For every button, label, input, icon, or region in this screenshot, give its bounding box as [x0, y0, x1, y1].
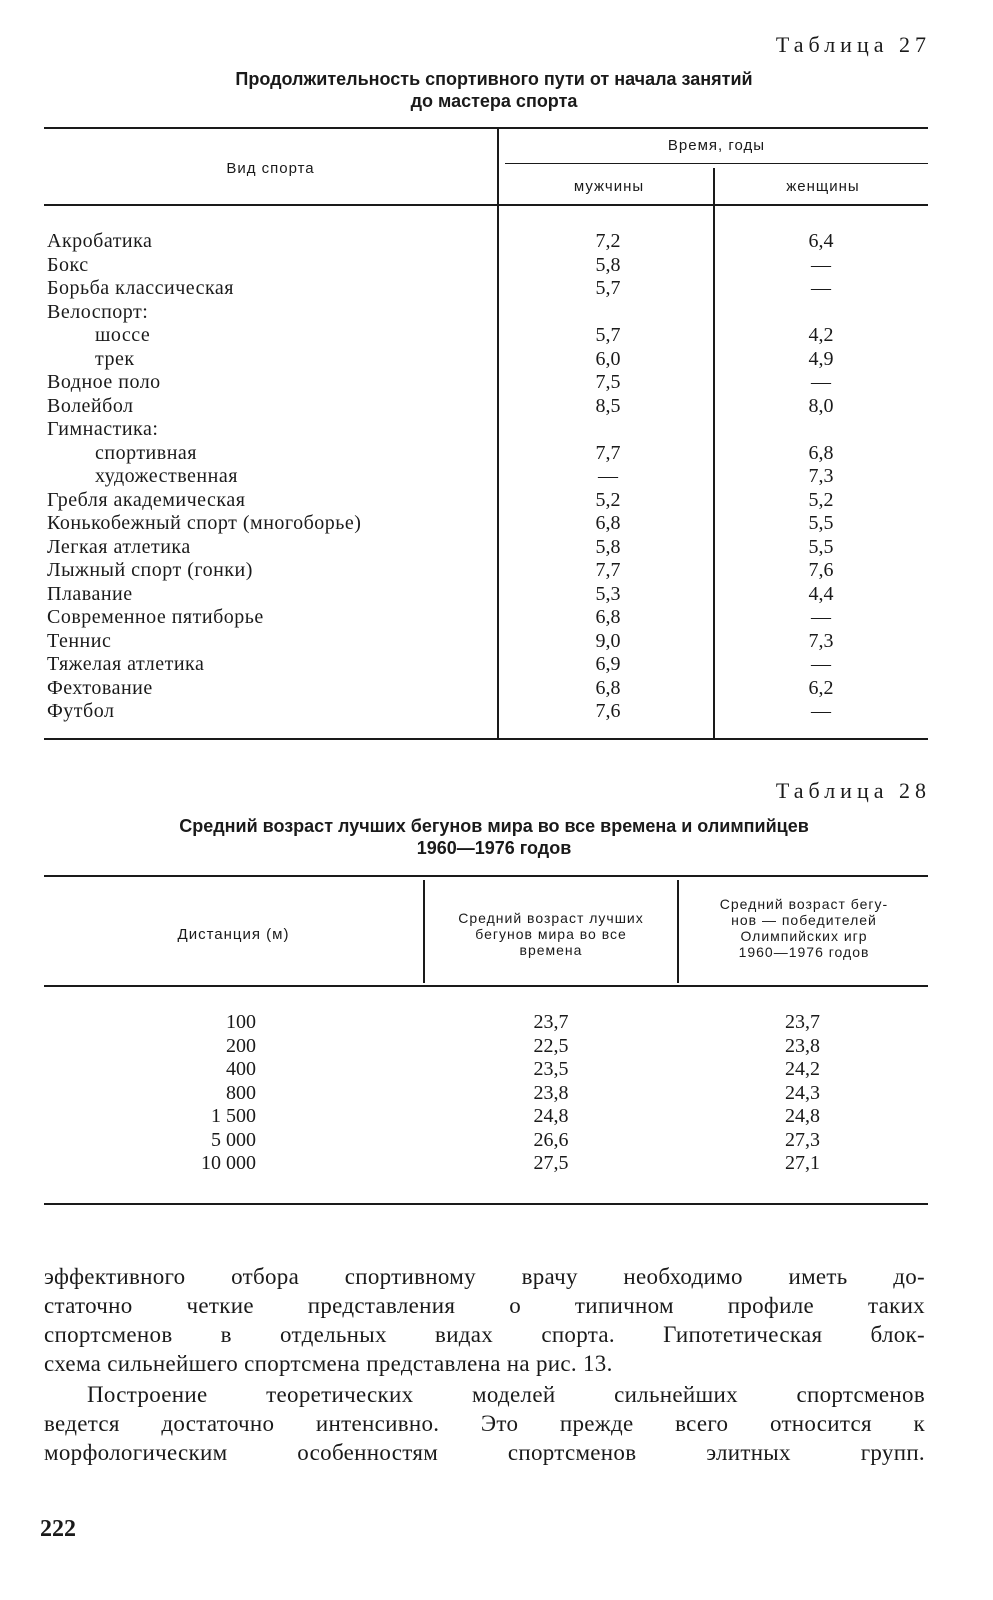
table27-bottom-rule: [44, 738, 928, 740]
women-value: 6,4: [808, 230, 834, 252]
sport-name: Акробатика: [47, 230, 153, 252]
men-value: 7,5: [595, 371, 621, 393]
men-value: 6,0: [595, 347, 621, 370]
table28-header-rule: [44, 985, 928, 987]
sport-name: Теннис: [47, 629, 112, 652]
header-line: времена: [519, 942, 583, 958]
women-value: 6,2: [808, 676, 834, 699]
women-value: 5,5: [808, 512, 834, 534]
men-value: 7,7: [595, 559, 621, 581]
header-line: Олимпийских игр: [740, 928, 868, 944]
olympic-value: 27,1: [785, 1152, 820, 1174]
table27-divider-1: [497, 129, 499, 738]
women-value: 7,6: [808, 559, 834, 581]
women-value: 7,3: [808, 629, 834, 652]
men-value: 6,8: [595, 606, 621, 628]
sport-name: Волейбол: [47, 394, 134, 417]
table28-top-rule: [44, 875, 928, 877]
table27-title-line2: до мастера спорта: [410, 91, 578, 111]
women-value: 5,5: [808, 535, 834, 558]
sport-name: Тяжелая атлетика: [47, 653, 205, 675]
distance-value: 1 500: [211, 1105, 256, 1127]
page-number: 222: [40, 1516, 76, 1542]
women-value: 4,2: [808, 324, 834, 346]
olympic-value: 24,8: [785, 1105, 820, 1127]
men-value: 9,0: [595, 629, 621, 652]
sport-name: художественная: [95, 465, 238, 487]
olympic-value: 23,7: [785, 1011, 820, 1033]
women-value: 6,8: [808, 441, 834, 464]
sport-name: Гимнастика:: [47, 418, 159, 440]
men-value: —: [598, 465, 618, 487]
men-value: 7,2: [595, 230, 621, 252]
sport-name: Лыжный спорт (гонки): [47, 559, 253, 581]
body-paragraph-2: [44, 1380, 925, 1467]
men-value: 5,7: [595, 277, 621, 299]
olympic-value: 24,2: [785, 1058, 820, 1080]
table28-title: [44, 815, 944, 859]
table27-title: [44, 68, 944, 112]
table27-divider-2: [713, 168, 715, 738]
alltime-value: 26,6: [533, 1128, 569, 1151]
table27-header-rule: [44, 204, 928, 206]
women-value: —: [811, 371, 831, 393]
sport-name: Современное пятиборье: [47, 606, 264, 628]
distance-value: 800: [226, 1081, 256, 1104]
alltime-value: 23,5: [533, 1058, 569, 1080]
women-value: —: [811, 653, 831, 675]
men-value: 5,8: [595, 535, 621, 558]
distance-value: 10 000: [201, 1152, 256, 1174]
table28-caption: Таблица 28: [775, 778, 931, 803]
women-value: 4,4: [808, 582, 834, 605]
header-line: 1960—1976 годов: [738, 944, 870, 960]
header-line: бегунов мира во все: [475, 926, 627, 942]
sport-name: Легкая атлетика: [47, 535, 191, 558]
sport-name: трек: [95, 347, 135, 370]
sport-name: Борьба классическая: [47, 277, 234, 299]
sport-name: Велоспорт:: [47, 300, 149, 323]
text-line: схема сильнейшего спортсмена представлена на рис. 13.: [44, 1351, 613, 1376]
table27-header-women: женщины: [786, 178, 860, 195]
header-line: Средний возраст бегу-: [719, 896, 889, 912]
distance-value: 400: [226, 1058, 256, 1080]
text-line: ведется достаточно интенсивно. Это прежде всего относится к: [44, 1411, 925, 1436]
text-line: Построение теоретических моделей сильнейших спортсменов: [87, 1382, 925, 1407]
table27-header-time: Время, годы: [667, 137, 766, 154]
olympic-value: 27,3: [785, 1128, 820, 1151]
alltime-value: 27,5: [533, 1152, 569, 1174]
sport-name: спортивная: [95, 441, 197, 464]
sport-name: Фехтование: [47, 676, 153, 699]
men-value: 7,6: [595, 700, 621, 722]
men-value: 8,5: [595, 394, 621, 417]
header-line: Средний возраст лучших: [458, 910, 644, 926]
olympic-value: 23,8: [785, 1034, 820, 1057]
men-value: 5,8: [595, 253, 621, 276]
sport-name: Конькобежный спорт (многоборье): [47, 512, 362, 534]
olympic-value: 24,3: [785, 1081, 820, 1104]
table27-subheader-rule: [505, 163, 928, 164]
table27-caption: Таблица 27: [775, 32, 931, 57]
men-value: 6,8: [595, 512, 621, 534]
men-value: 5,3: [595, 582, 621, 605]
table27-header-sport: Вид спорта: [226, 160, 315, 177]
text-line: эффективного отбора спортивному врачу необходимо иметь до-: [44, 1264, 925, 1289]
alltime-value: 23,7: [533, 1011, 569, 1033]
header-line: нов — победителей: [731, 912, 877, 928]
men-value: 6,8: [595, 676, 621, 699]
women-value: 7,3: [808, 465, 834, 487]
women-value: —: [811, 606, 831, 628]
table28-header-olympic: [680, 896, 928, 960]
table28-title-line2: 1960—1976 годов: [416, 838, 572, 858]
table28-divider-2: [677, 880, 679, 983]
text-line: статочно четкие представления о типичном профиле таких: [44, 1293, 925, 1318]
table27-title-line1: Продолжительность спортивного пути от начала занятий: [235, 69, 753, 89]
men-value: 7,7: [595, 441, 621, 464]
women-value: 8,0: [808, 394, 834, 417]
distance-value: 200: [226, 1034, 256, 1057]
men-value: 5,7: [595, 324, 621, 346]
alltime-value: 22,5: [533, 1034, 569, 1057]
sport-name: Плавание: [47, 582, 133, 605]
text-line: спортсменов в отдельных видах спорта. Гипотетическая блок-: [44, 1322, 925, 1347]
sport-name: шоссе: [95, 324, 151, 346]
alltime-value: 24,8: [533, 1105, 569, 1127]
women-value: —: [811, 253, 831, 276]
table28-header-alltime: [425, 910, 677, 958]
sport-name: Гребля академическая: [47, 488, 246, 511]
text-line: морфологическим особенностям спортсменов элитных групп.: [44, 1440, 925, 1465]
distance-value: 5 000: [211, 1128, 256, 1151]
table28-title-line1: Средний возраст лучших бегунов мира во все времена и олимпийцев: [179, 816, 809, 836]
women-value: 4,9: [808, 347, 834, 370]
women-value: 5,2: [808, 488, 834, 511]
table27-top-rule: [44, 127, 928, 129]
table28-bottom-rule: [44, 1203, 928, 1205]
alltime-value: 23,8: [533, 1081, 569, 1104]
men-value: 6,9: [595, 653, 621, 675]
sport-name: Водное поло: [47, 371, 161, 393]
distance-value: 100: [226, 1011, 256, 1033]
sport-name: Бокс: [47, 253, 89, 276]
table28-header-distance: Дистанция (м): [177, 926, 290, 943]
women-value: —: [811, 700, 831, 722]
women-value: —: [811, 277, 831, 299]
men-value: 5,2: [595, 488, 621, 511]
sport-name: Футбол: [47, 700, 115, 722]
body-paragraph-1: [44, 1262, 925, 1378]
table27-header-men: мужчины: [573, 178, 645, 195]
